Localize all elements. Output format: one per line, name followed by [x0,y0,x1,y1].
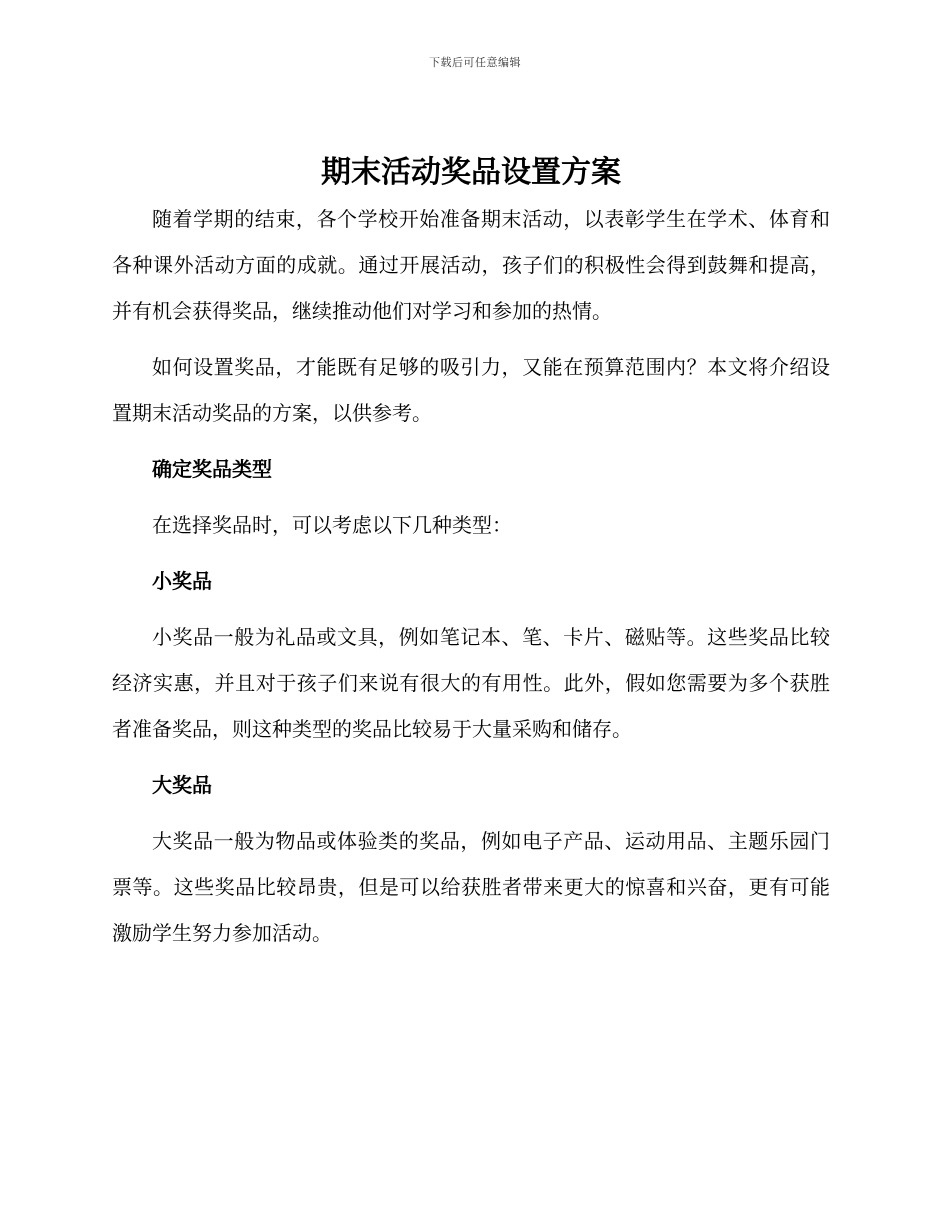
heading-large-prizes: 大奖品 [152,773,212,797]
document-body [112,150,830,956]
paragraph-small-prizes: 小奖品一般为礼品或文具，例如笔记本、笔、卡片、磁贴等。这些奖品比较经济实惠，并且对于孩子们来说有很大的有用性。此外，假如您需要为多个获胜者准备奖品，则这种类型的奖品比较易于大量采购和储存。 [112,625,830,741]
page-header-note: 下载后可任意编辑 [429,56,521,69]
document-title: 期末活动奖品设置方案 [321,155,621,190]
paragraph-intro-1: 随着学期的结束，各个学校开始准备期末活动，以表彰学生在学术、体育和各种课外活动方面的成就。通过开展活动，孩子们的积极性会得到鼓舞和提高，并有机会获得奖品，继续推动他们对学习和参加的热情。 [112,207,830,323]
heading-prize-types: 确定奖品类型 [152,457,272,481]
paragraph-intro-2: 如何设置奖品，才能既有足够的吸引力，又能在预算范围内？本文将介绍设置期末活动奖品的方案，以供参考。 [112,355,830,425]
paragraph-types-intro: 在选择奖品时，可以考虑以下几种类型： [152,513,512,537]
heading-small-prizes: 小奖品 [152,569,212,593]
paragraph-large-prizes: 大奖品一般为物品或体验类的奖品，例如电子产品、运动用品、主题乐园门票等。这些奖品比较昂贵，但是可以给获胜者带来更大的惊喜和兴奋，更有可能激励学生努力参加活动。 [112,829,830,945]
